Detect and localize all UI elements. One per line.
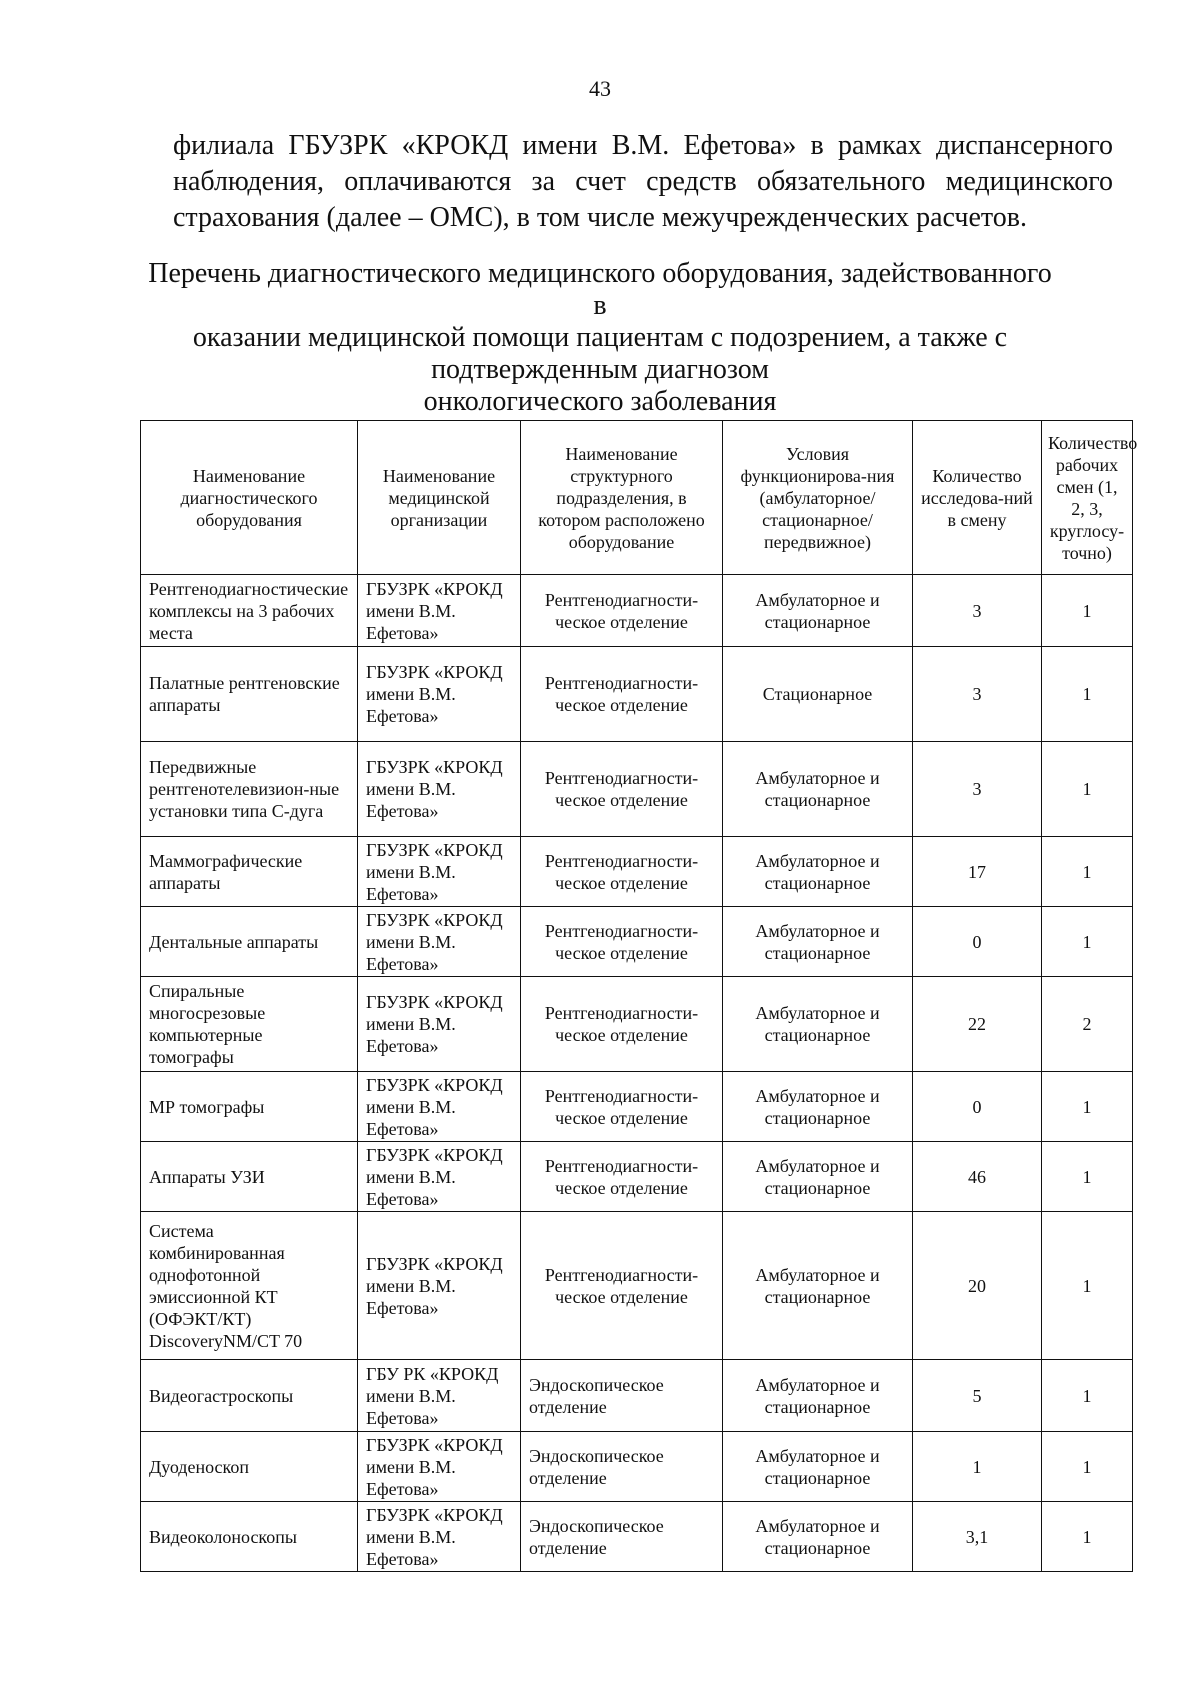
cell-organization: ГБУ РК «КРОКД имени В.М. Ефетова» — [358, 1360, 521, 1432]
cell-studies: 17 — [913, 837, 1042, 907]
equipment-table — [140, 420, 1138, 1572]
cell-shifts: 2 — [1042, 977, 1133, 1072]
cell-organization: ГБУЗРК «КРОКД имени В.М. Ефетова» — [358, 977, 521, 1072]
cell-studies: 46 — [913, 1142, 1042, 1212]
cell-equipment: Палатные рентгеновские аппараты — [141, 647, 358, 742]
header-equipment: Наименование диагностического оборудования — [141, 421, 358, 575]
cell-equipment: МР томографы — [141, 1072, 358, 1142]
cell-conditions: Амбулаторное и стационарное — [723, 977, 913, 1072]
cell-department: Рентгенодиагности-ческое отделение — [521, 1072, 723, 1142]
cell-studies: 22 — [913, 977, 1042, 1072]
heading-line: подтвержденным диагнозом — [431, 354, 769, 385]
cell-conditions: Амбулаторное и стационарное — [723, 907, 913, 977]
cell-equipment: Видеогастроскопы — [141, 1360, 358, 1432]
intro-paragraph: филиала ГБУЗРК «КРОКД имени В.М. Ефетова» в рамках диспансерного наблюдения, оплачиваются за счет средств обязательного медицинского страхования (далее – ОМС), в том числе межучрежденческих расчетов. — [173, 130, 1113, 233]
table-row — [141, 837, 1133, 907]
cell-shifts: 1 — [1042, 575, 1133, 647]
table-row — [141, 1360, 1133, 1432]
table-row — [141, 1502, 1133, 1572]
table-body — [141, 575, 1133, 1572]
header-department: Наименование структурного подразделения, в котором расположено оборудование — [521, 421, 723, 575]
table-row — [141, 1072, 1133, 1142]
header-conditions: Условия функционирова-ния (амбулаторное/ стационарное/ передвижное) — [723, 421, 913, 575]
cell-shifts: 1 — [1042, 1142, 1133, 1212]
cell-conditions: Амбулаторное и стационарное — [723, 1502, 913, 1572]
cell-department: Рентгенодиагности-ческое отделение — [521, 907, 723, 977]
cell-conditions: Амбулаторное и стационарное — [723, 575, 913, 647]
cell-organization: ГБУЗРК «КРОКД имени В.М. Ефетова» — [358, 1212, 521, 1360]
cell-shifts: 1 — [1042, 837, 1133, 907]
table-row — [141, 742, 1133, 837]
cell-department: Эндоскопическое отделение — [521, 1360, 723, 1432]
cell-studies: 3 — [913, 575, 1042, 647]
cell-studies: 3 — [913, 742, 1042, 837]
table-heading — [140, 258, 1060, 418]
header-organization: Наименование медицинской организации — [358, 421, 521, 575]
cell-organization: ГБУЗРК «КРОКД имени В.М. Ефетова» — [358, 647, 521, 742]
cell-equipment: Система комбинированная однофотонной эмиссионной КТ (ОФЭКТ/КТ) DiscoveryNM/CT 70 — [141, 1212, 358, 1360]
cell-department: Рентгенодиагности-ческое отделение — [521, 1142, 723, 1212]
cell-shifts: 1 — [1042, 647, 1133, 742]
cell-shifts: 1 — [1042, 1212, 1133, 1360]
cell-department: Рентгенодиагности-ческое отделение — [521, 742, 723, 837]
cell-conditions: Амбулаторное и стационарное — [723, 1212, 913, 1360]
table-row — [141, 907, 1133, 977]
cell-organization: ГБУЗРК «КРОКД имени В.М. Ефетова» — [358, 1432, 521, 1502]
cell-equipment: Дуоденоскоп — [141, 1432, 358, 1502]
header-shifts: Количество рабочих смен (1, 2, 3, круглосу-точно) — [1042, 421, 1133, 575]
table-header-row — [141, 421, 1133, 575]
cell-conditions: Стационарное — [723, 647, 913, 742]
cell-shifts: 1 — [1042, 1072, 1133, 1142]
heading-line: онкологического заболевания — [423, 386, 777, 417]
cell-studies: 3 — [913, 647, 1042, 742]
cell-shifts: 1 — [1042, 907, 1133, 977]
table-row — [141, 647, 1133, 742]
cell-department: Эндоскопическое отделение — [521, 1432, 723, 1502]
cell-conditions: Амбулаторное и стационарное — [723, 1360, 913, 1432]
cell-organization: ГБУЗРК «КРОКД имени В.М. Ефетова» — [358, 837, 521, 907]
cell-equipment: Рентгенодиагностические комплексы на 3 рабочих места — [141, 575, 358, 647]
page-number: 43 — [589, 76, 611, 101]
cell-department: Рентгенодиагности-ческое отделение — [521, 977, 723, 1072]
cell-department: Рентгенодиагности-ческое отделение — [521, 837, 723, 907]
cell-department: Рентгенодиагности-ческое отделение — [521, 647, 723, 742]
cell-equipment: Маммографические аппараты — [141, 837, 358, 907]
cell-organization: ГБУЗРК «КРОКД имени В.М. Ефетова» — [358, 1502, 521, 1572]
cell-organization: ГБУЗРК «КРОКД имени В.М. Ефетова» — [358, 1142, 521, 1212]
cell-equipment: Видеоколоноскопы — [141, 1502, 358, 1572]
table-row — [141, 575, 1133, 647]
cell-shifts: 1 — [1042, 742, 1133, 837]
cell-studies: 0 — [913, 907, 1042, 977]
cell-studies: 1 — [913, 1432, 1042, 1502]
cell-equipment: Спиральные многосрезовые компьютерные томографы — [141, 977, 358, 1072]
cell-equipment: Дентальные аппараты — [141, 907, 358, 977]
heading-line: Перечень диагностического медицинского оборудования, задействованного в — [148, 258, 1052, 321]
cell-shifts: 1 — [1042, 1502, 1133, 1572]
table-row — [141, 1432, 1133, 1502]
cell-equipment: Передвижные рентгенотелевизион-ные установки типа С-дуга — [141, 742, 358, 837]
heading-line: оказании медицинской помощи пациентам с подозрением, а также с — [192, 322, 1008, 353]
table-row — [141, 977, 1133, 1072]
cell-conditions: Амбулаторное и стационарное — [723, 1432, 913, 1502]
table-row — [141, 1212, 1133, 1360]
cell-conditions: Амбулаторное и стационарное — [723, 742, 913, 837]
header-studies: Количество исследова-ний в смену — [913, 421, 1042, 575]
cell-organization: ГБУЗРК «КРОКД имени В.М. Ефетова» — [358, 907, 521, 977]
cell-organization: ГБУЗРК «КРОКД имени В.М. Ефетова» — [358, 575, 521, 647]
cell-shifts: 1 — [1042, 1432, 1133, 1502]
cell-organization: ГБУЗРК «КРОКД имени В.М. Ефетова» — [358, 742, 521, 837]
cell-studies: 20 — [913, 1212, 1042, 1360]
cell-department: Рентгенодиагности-ческое отделение — [521, 1212, 723, 1360]
cell-department: Рентгенодиагности-ческое отделение — [521, 575, 723, 647]
cell-organization: ГБУЗРК «КРОКД имени В.М. Ефетова» — [358, 1072, 521, 1142]
cell-studies: 5 — [913, 1360, 1042, 1432]
cell-studies: 0 — [913, 1072, 1042, 1142]
cell-studies: 3,1 — [913, 1502, 1042, 1572]
cell-department: Эндоскопическое отделение — [521, 1502, 723, 1572]
cell-conditions: Амбулаторное и стационарное — [723, 837, 913, 907]
cell-equipment: Аппараты УЗИ — [141, 1142, 358, 1212]
table-row — [141, 1142, 1133, 1212]
cell-shifts: 1 — [1042, 1360, 1133, 1432]
cell-conditions: Амбулаторное и стационарное — [723, 1072, 913, 1142]
cell-conditions: Амбулаторное и стационарное — [723, 1142, 913, 1212]
